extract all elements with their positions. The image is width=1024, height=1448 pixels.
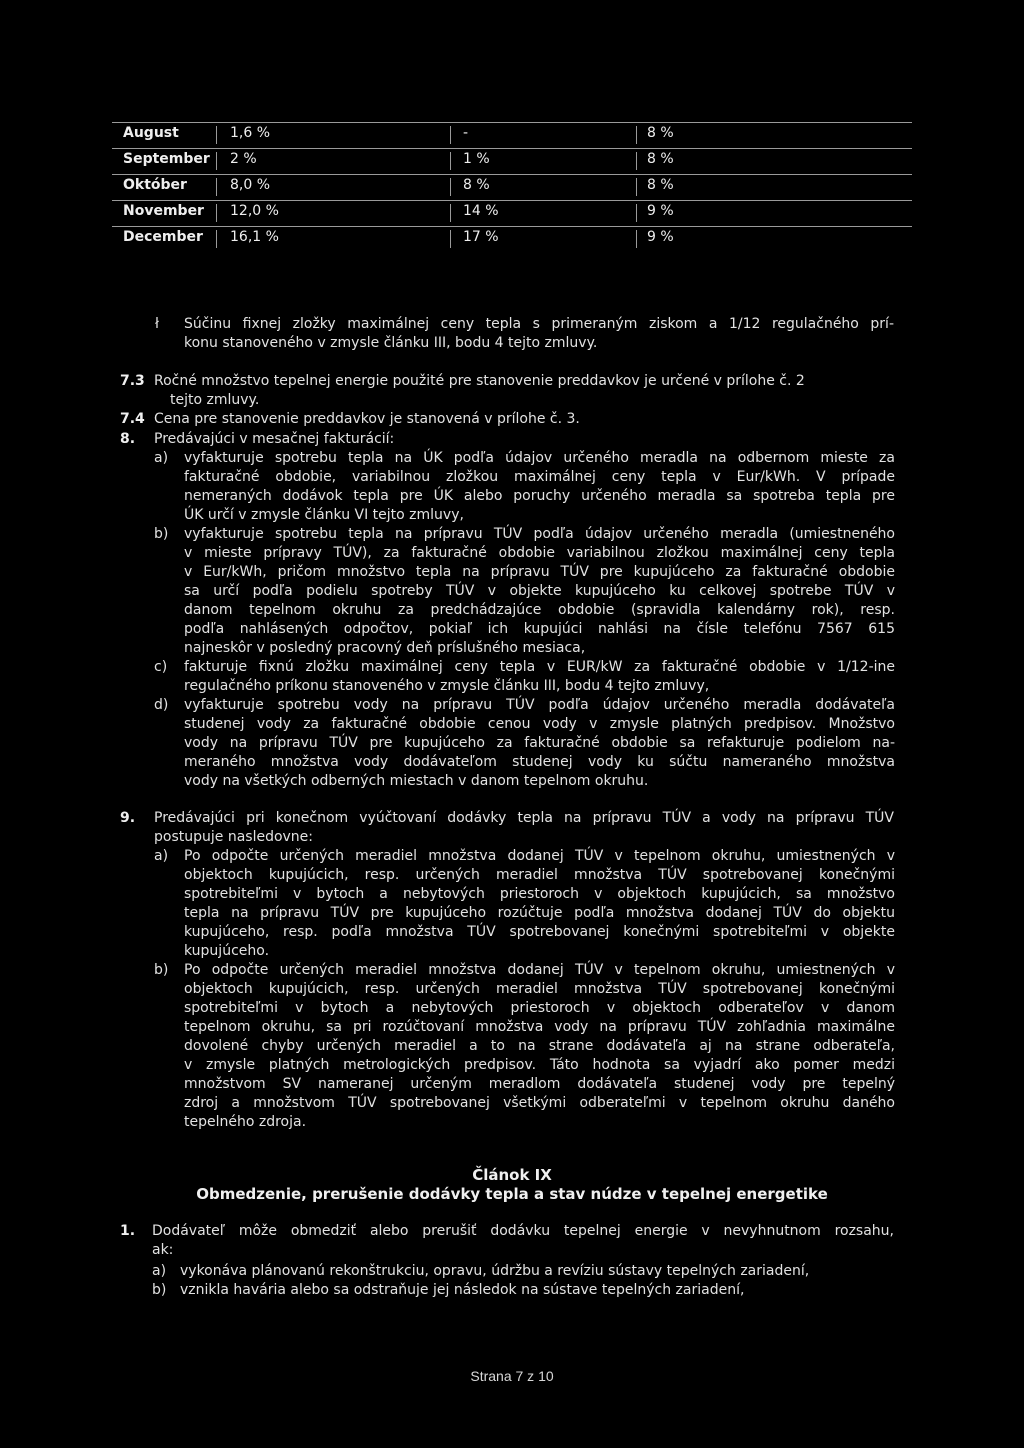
item-line: spotrebiteľmi v bytoch a nebytových priestoroch v objektoch odberateľov v danom <box>184 1000 895 1016</box>
section-text: Ročné množstvo tepelnej energie použité pre stanovenie preddavkov je určené v prílohe č. 2 <box>154 373 805 389</box>
item-line: množstvom SV nameranej určeným meradlom dodávateľa studenej vody pre tepelný <box>184 1076 895 1092</box>
item-line: zdroj a množstvom TÚV spotrebovanej všetkými odberateľmi v tepelnom okruhu daného <box>184 1095 895 1111</box>
item-label: b) <box>152 1282 167 1298</box>
table-row <box>112 200 912 226</box>
item-line: najneskôr v posledný pracovný deň príslušného mesiaca, <box>184 640 586 656</box>
section-text: ak: <box>152 1242 174 1258</box>
section-number: 8. <box>120 431 136 447</box>
item-line: vyfakturuje spotrebu tepla na prípravu TÚV podľa údajov určeného meradla (umiestneného <box>184 526 895 542</box>
item-line: tepelného zdroja. <box>184 1114 307 1130</box>
item-line: podľa nahlásených odpočtov, pokiaľ ich kupujúci nahlási na čísle telefónu 7567 615 <box>184 621 895 637</box>
item-line: v Eur/kWh, pričom množstvo tepla na prípravu TÚV pre kupujúceho za fakturačné obdobie <box>184 564 895 580</box>
section-text: Predávajúci v mesačnej fakturácií: <box>154 431 395 447</box>
item-label: a) <box>154 848 169 864</box>
item-line: nemeraných dodávok tepla pre ÚK alebo poruchy určeného meradla sa spotreba tepla pre <box>184 488 895 504</box>
table-row <box>112 174 912 200</box>
section-number: 1. <box>120 1223 136 1239</box>
item-line: vody na prípravu TÚV pre kupujúceho za fakturačné obdobie sa refakturuje podielom na- <box>184 735 895 751</box>
item-line: vyfakturuje spotrebu vody na prípravu TÚV podľa údajov určeného meradla dodávateľa <box>184 697 895 713</box>
bullet-line: Súčinu fixnej zložky maximálnej ceny tepla s primeraným ziskom a 1/12 regulačného prí- <box>184 316 894 332</box>
item-line: sa určí podľa podielu spotreby TÚV v objekte kupujúceho ku celkovej spotrebe TÚV v <box>184 583 895 599</box>
item-line: danom tepelnom okruhu za predchádzajúce obdobie (spravidla kalendárny rok), resp. <box>184 602 895 618</box>
value-cell: 1 % <box>463 151 490 167</box>
month-cell: November <box>123 203 204 219</box>
item-line: objektoch kupujúcich, resp. určených meradiel množstva TÚV spotrebovanej konečnými <box>184 981 895 997</box>
article-subtitle: Obmedzenie, prerušenie dodávky tepla a stav núdze v tepelnej energetike <box>196 1185 828 1203</box>
value-cell: - <box>463 125 469 141</box>
value-cell: 16,1 % <box>230 229 279 245</box>
value-cell: 9 % <box>647 229 674 245</box>
item-line: fakturačné obdobie, variabilnou zložkou maximálnej ceny tepla v Eur/kWh. V prípade <box>184 469 895 485</box>
table-row <box>112 226 912 252</box>
item-line: tepla na prípravu TÚV pre kupujúceho rozúčtuje podľa množstva dodanej TÚV do objektu <box>184 905 895 921</box>
article-title: Článok IX <box>472 1166 552 1184</box>
item-line: fakturuje fixnú zložku maximálnej ceny tepla v EUR/kW za fakturačné obdobie v 1/12-ine <box>184 659 895 675</box>
value-cell: 14 % <box>463 203 499 219</box>
item-line: spotrebiteľmi v bytoch a nebytových priestoroch v objektoch kupujúcich, sa množstvo <box>184 886 895 902</box>
value-cell: 8 % <box>647 177 674 193</box>
bullet-line: konu stanoveného v zmysle článku III, bodu 4 tejto zmluvy. <box>184 335 598 351</box>
item-label: b) <box>154 962 169 978</box>
value-cell: 1,6 % <box>230 125 271 141</box>
item-line: vykonáva plánovanú rekonštrukciu, opravu, údržbu a revíziu sústavy tepelných zariadení, <box>180 1263 810 1279</box>
value-cell: 8,0 % <box>230 177 271 193</box>
section-text: Predávajúci pri konečnom vyúčtovaní dodávky tepla na prípravu TÚV a vody na prípravu TÚV <box>154 810 894 826</box>
value-cell: 8 % <box>647 125 674 141</box>
value-cell: 12,0 % <box>230 203 279 219</box>
item-line: dovolené chyby určených meradiel a to na strane dodávateľa aj na strane odberateľa, <box>184 1038 895 1054</box>
section-text: postupuje nasledovne: <box>154 829 314 845</box>
item-label: c) <box>154 659 168 675</box>
item-line: meraného množstva vody dodávateľom studenej vody ku súčtu nameraného množstva <box>184 754 895 770</box>
item-line: vyfakturuje spotrebu tepla na ÚK podľa údajov určeného meradla na odbernom mieste za <box>184 450 895 466</box>
item-line: studenej vody za fakturačné obdobie cenou vody v zmysle platných predpisov. Množstvo <box>184 716 895 732</box>
item-line: objektoch kupujúcich, resp. určených meradiel množstva TÚV spotrebovanej konečnými <box>184 867 895 883</box>
item-line: vody na všetkých odberných miestach v danom tepelnom okruhu. <box>184 773 649 789</box>
item-line: ÚK určí v zmysle článku VI tejto zmluvy, <box>184 507 464 523</box>
section-number: 7.3 <box>120 373 145 389</box>
item-line: tepelnom okruhu, sa pri rozúčtovaní množstva vody na prípravu TÚV zohľadnia maximálne <box>184 1019 895 1035</box>
section-text: tejto zmluvy. <box>170 392 260 408</box>
value-cell: 8 % <box>647 151 674 167</box>
item-line: regulačného príkonu stanoveného v zmysle článku III, bodu 4 tejto zmluvy, <box>184 678 710 694</box>
month-cell: December <box>123 229 203 245</box>
item-line: Po odpočte určených meradiel množstva dodanej TÚV v tepelnom okruhu, umiestnených v <box>184 962 895 978</box>
item-line: v mieste prípravy TÚV), za fakturačné obdobie variabilnou zložkou maximálnej ceny tepla <box>184 545 895 561</box>
value-cell: 17 % <box>463 229 499 245</box>
item-line: Po odpočte určených meradiel množstva dodanej TÚV v tepelnom okruhu, umiestnených v <box>184 848 895 864</box>
section-text: Cena pre stanovenie preddavkov je stanovená v prílohe č. 3. <box>154 411 580 427</box>
item-label: b) <box>154 526 169 542</box>
section-number: 7.4 <box>120 411 145 427</box>
value-cell: 9 % <box>647 203 674 219</box>
item-label: d) <box>154 697 169 713</box>
item-line: kupujúceho, resp. podľa množstva TÚV spotrebovanej konečnými spotrebiteľmi v objekte <box>184 924 895 940</box>
item-line: kupujúceho. <box>184 943 270 959</box>
section-text: Dodávateľ môže obmedziť alebo prerušiť dodávku tepelnej energie v nevyhnutnom rozsahu, <box>152 1223 894 1239</box>
item-line: v zmysle platných metrologických predpisov. Táto hodnota sa vyjadrí ako pomer medzi <box>184 1057 895 1073</box>
month-cell: August <box>123 125 179 141</box>
section-number: 9. <box>120 810 136 826</box>
value-cell: 2 % <box>230 151 257 167</box>
percentage-table <box>112 122 912 252</box>
item-label: a) <box>154 450 169 466</box>
item-line: vznikla havária alebo sa odstraňuje jej následok na sústave tepelných zariadení, <box>180 1282 745 1298</box>
item-label: a) <box>152 1263 167 1279</box>
value-cell: 8 % <box>463 177 490 193</box>
table-row <box>112 148 912 174</box>
month-cell: September <box>123 151 210 167</box>
page-number: Strana 7 z 10 <box>470 1368 554 1384</box>
table-row <box>112 122 912 148</box>
bullet-marker: ł <box>155 316 159 332</box>
month-cell: Október <box>123 177 187 193</box>
